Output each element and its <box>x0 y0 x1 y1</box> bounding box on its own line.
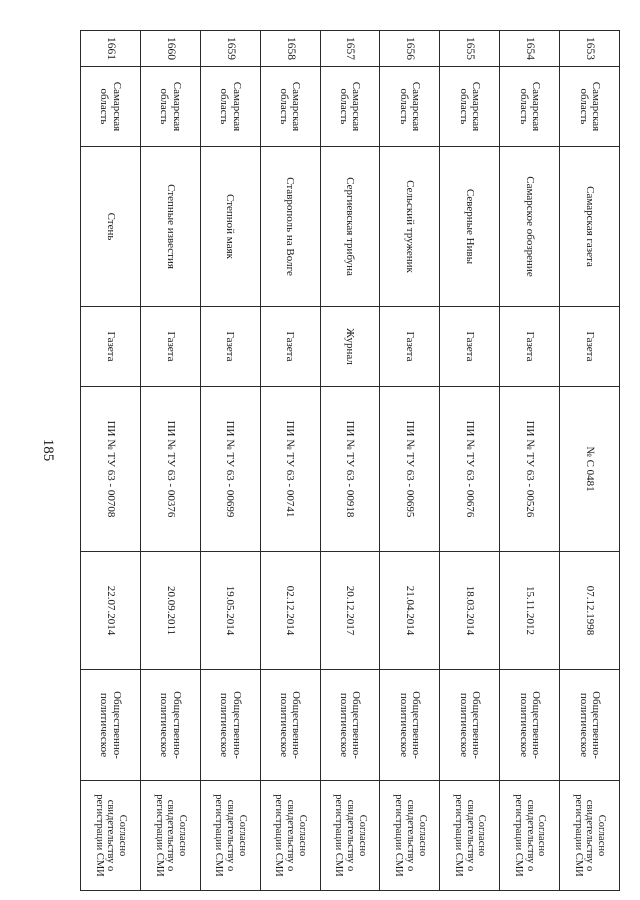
row-number-cell: 1656 <box>380 31 440 67</box>
registration-number-cell: ПИ № ТУ 63 - 00699 <box>200 387 260 552</box>
table-row <box>380 31 440 891</box>
region-cell: Самарская область <box>320 67 380 147</box>
topic-cell: Общественно-политическое <box>320 670 380 781</box>
registration-number-cell: ПИ № ТУ 63 - 00741 <box>260 387 320 552</box>
media-name-cell: Сергиевская трибуна <box>320 147 380 307</box>
distribution-territory-cell: Согласно свидетельству о регистрации СМИ <box>500 781 560 891</box>
table-row <box>200 31 260 891</box>
row-number-cell: 1661 <box>81 31 141 67</box>
media-form-cell: Газета <box>141 307 201 387</box>
row-number-cell: 1659 <box>200 31 260 67</box>
row-number-cell: 1654 <box>500 31 560 67</box>
table-row <box>500 31 560 891</box>
topic-cell: Общественно-политическое <box>440 670 500 781</box>
table-row <box>260 31 320 891</box>
registration-number-cell: № С 0481 <box>560 387 620 552</box>
registration-date-cell: 19.05.2014 <box>200 552 260 670</box>
table-row <box>141 31 201 891</box>
media-name-cell: Стень <box>81 147 141 307</box>
registration-number-cell: ПИ № ТУ 63 - 00695 <box>380 387 440 552</box>
region-cell: Самарская область <box>560 67 620 147</box>
table-row <box>560 31 620 891</box>
registry-table-container <box>80 30 620 890</box>
media-registry-table <box>80 30 620 891</box>
topic-cell: Общественно-политическое <box>380 670 440 781</box>
distribution-territory-cell: Согласно свидетельству о регистрации СМИ <box>141 781 201 891</box>
media-name-cell: Самарская газета <box>560 147 620 307</box>
page-number: 185 <box>40 438 56 462</box>
topic-cell: Общественно-политическое <box>560 670 620 781</box>
media-form-cell: Газета <box>200 307 260 387</box>
registration-number-cell: ПИ № ТУ 63 - 00376 <box>141 387 201 552</box>
region-cell: Самарская область <box>141 67 201 147</box>
row-number-cell: 1660 <box>141 31 201 67</box>
registration-number-cell: ПИ № ТУ 63 - 00708 <box>81 387 141 552</box>
media-name-cell: Сельский труженик <box>380 147 440 307</box>
row-number-cell: 1657 <box>320 31 380 67</box>
topic-cell: Общественно-политическое <box>81 670 141 781</box>
registration-date-cell: 18.03.2014 <box>440 552 500 670</box>
distribution-territory-cell: Согласно свидетельству о регистрации СМИ <box>380 781 440 891</box>
distribution-territory-cell: Согласно свидетельству о регистрации СМИ <box>560 781 620 891</box>
media-form-cell: Газета <box>500 307 560 387</box>
registration-date-cell: 21.04.2014 <box>380 552 440 670</box>
region-cell: Самарская область <box>200 67 260 147</box>
topic-cell: Общественно-политическое <box>500 670 560 781</box>
topic-cell: Общественно-политическое <box>200 670 260 781</box>
topic-cell: Общественно-политическое <box>141 670 201 781</box>
registration-date-cell: 20.09.2011 <box>141 552 201 670</box>
media-form-cell: Газета <box>81 307 141 387</box>
media-name-cell: Северные Нивы <box>440 147 500 307</box>
table-row <box>440 31 500 891</box>
table-row <box>320 31 380 891</box>
registration-number-cell: ПИ № ТУ 63 - 00526 <box>500 387 560 552</box>
region-cell: Самарская область <box>81 67 141 147</box>
topic-cell: Общественно-политическое <box>260 670 320 781</box>
media-form-cell: Газета <box>440 307 500 387</box>
media-form-cell: Газета <box>560 307 620 387</box>
row-number-cell: 1653 <box>560 31 620 67</box>
table-row <box>81 31 141 891</box>
distribution-territory-cell: Согласно свидетельству о регистрации СМИ <box>440 781 500 891</box>
distribution-territory-cell: Согласно свидетельству о регистрации СМИ <box>200 781 260 891</box>
registration-number-cell: ПИ № ТУ 63 - 00918 <box>320 387 380 552</box>
region-cell: Самарская область <box>440 67 500 147</box>
registration-date-cell: 07.12.1998 <box>560 552 620 670</box>
media-form-cell: Газета <box>260 307 320 387</box>
table-body <box>81 31 620 891</box>
media-name-cell: Степной маяк <box>200 147 260 307</box>
registration-date-cell: 22.07.2014 <box>81 552 141 670</box>
row-number-cell: 1658 <box>260 31 320 67</box>
media-form-cell: Газета <box>380 307 440 387</box>
region-cell: Самарская область <box>260 67 320 147</box>
region-cell: Самарская область <box>380 67 440 147</box>
distribution-territory-cell: Согласно свидетельству о регистрации СМИ <box>320 781 380 891</box>
registration-date-cell: 15.11.2012 <box>500 552 560 670</box>
registration-number-cell: ПИ № ТУ 63 - 00676 <box>440 387 500 552</box>
distribution-territory-cell: Согласно свидетельству о регистрации СМИ <box>260 781 320 891</box>
media-name-cell: Ставрополь на Волге <box>260 147 320 307</box>
media-name-cell: Степные известия <box>141 147 201 307</box>
registration-date-cell: 02.12.2014 <box>260 552 320 670</box>
region-cell: Самарская область <box>500 67 560 147</box>
row-number-cell: 1655 <box>440 31 500 67</box>
registration-date-cell: 20.12.2017 <box>320 552 380 670</box>
media-form-cell: Журнал <box>320 307 380 387</box>
distribution-territory-cell: Согласно свидетельству о регистрации СМИ <box>81 781 141 891</box>
media-name-cell: Самарское обозрение <box>500 147 560 307</box>
